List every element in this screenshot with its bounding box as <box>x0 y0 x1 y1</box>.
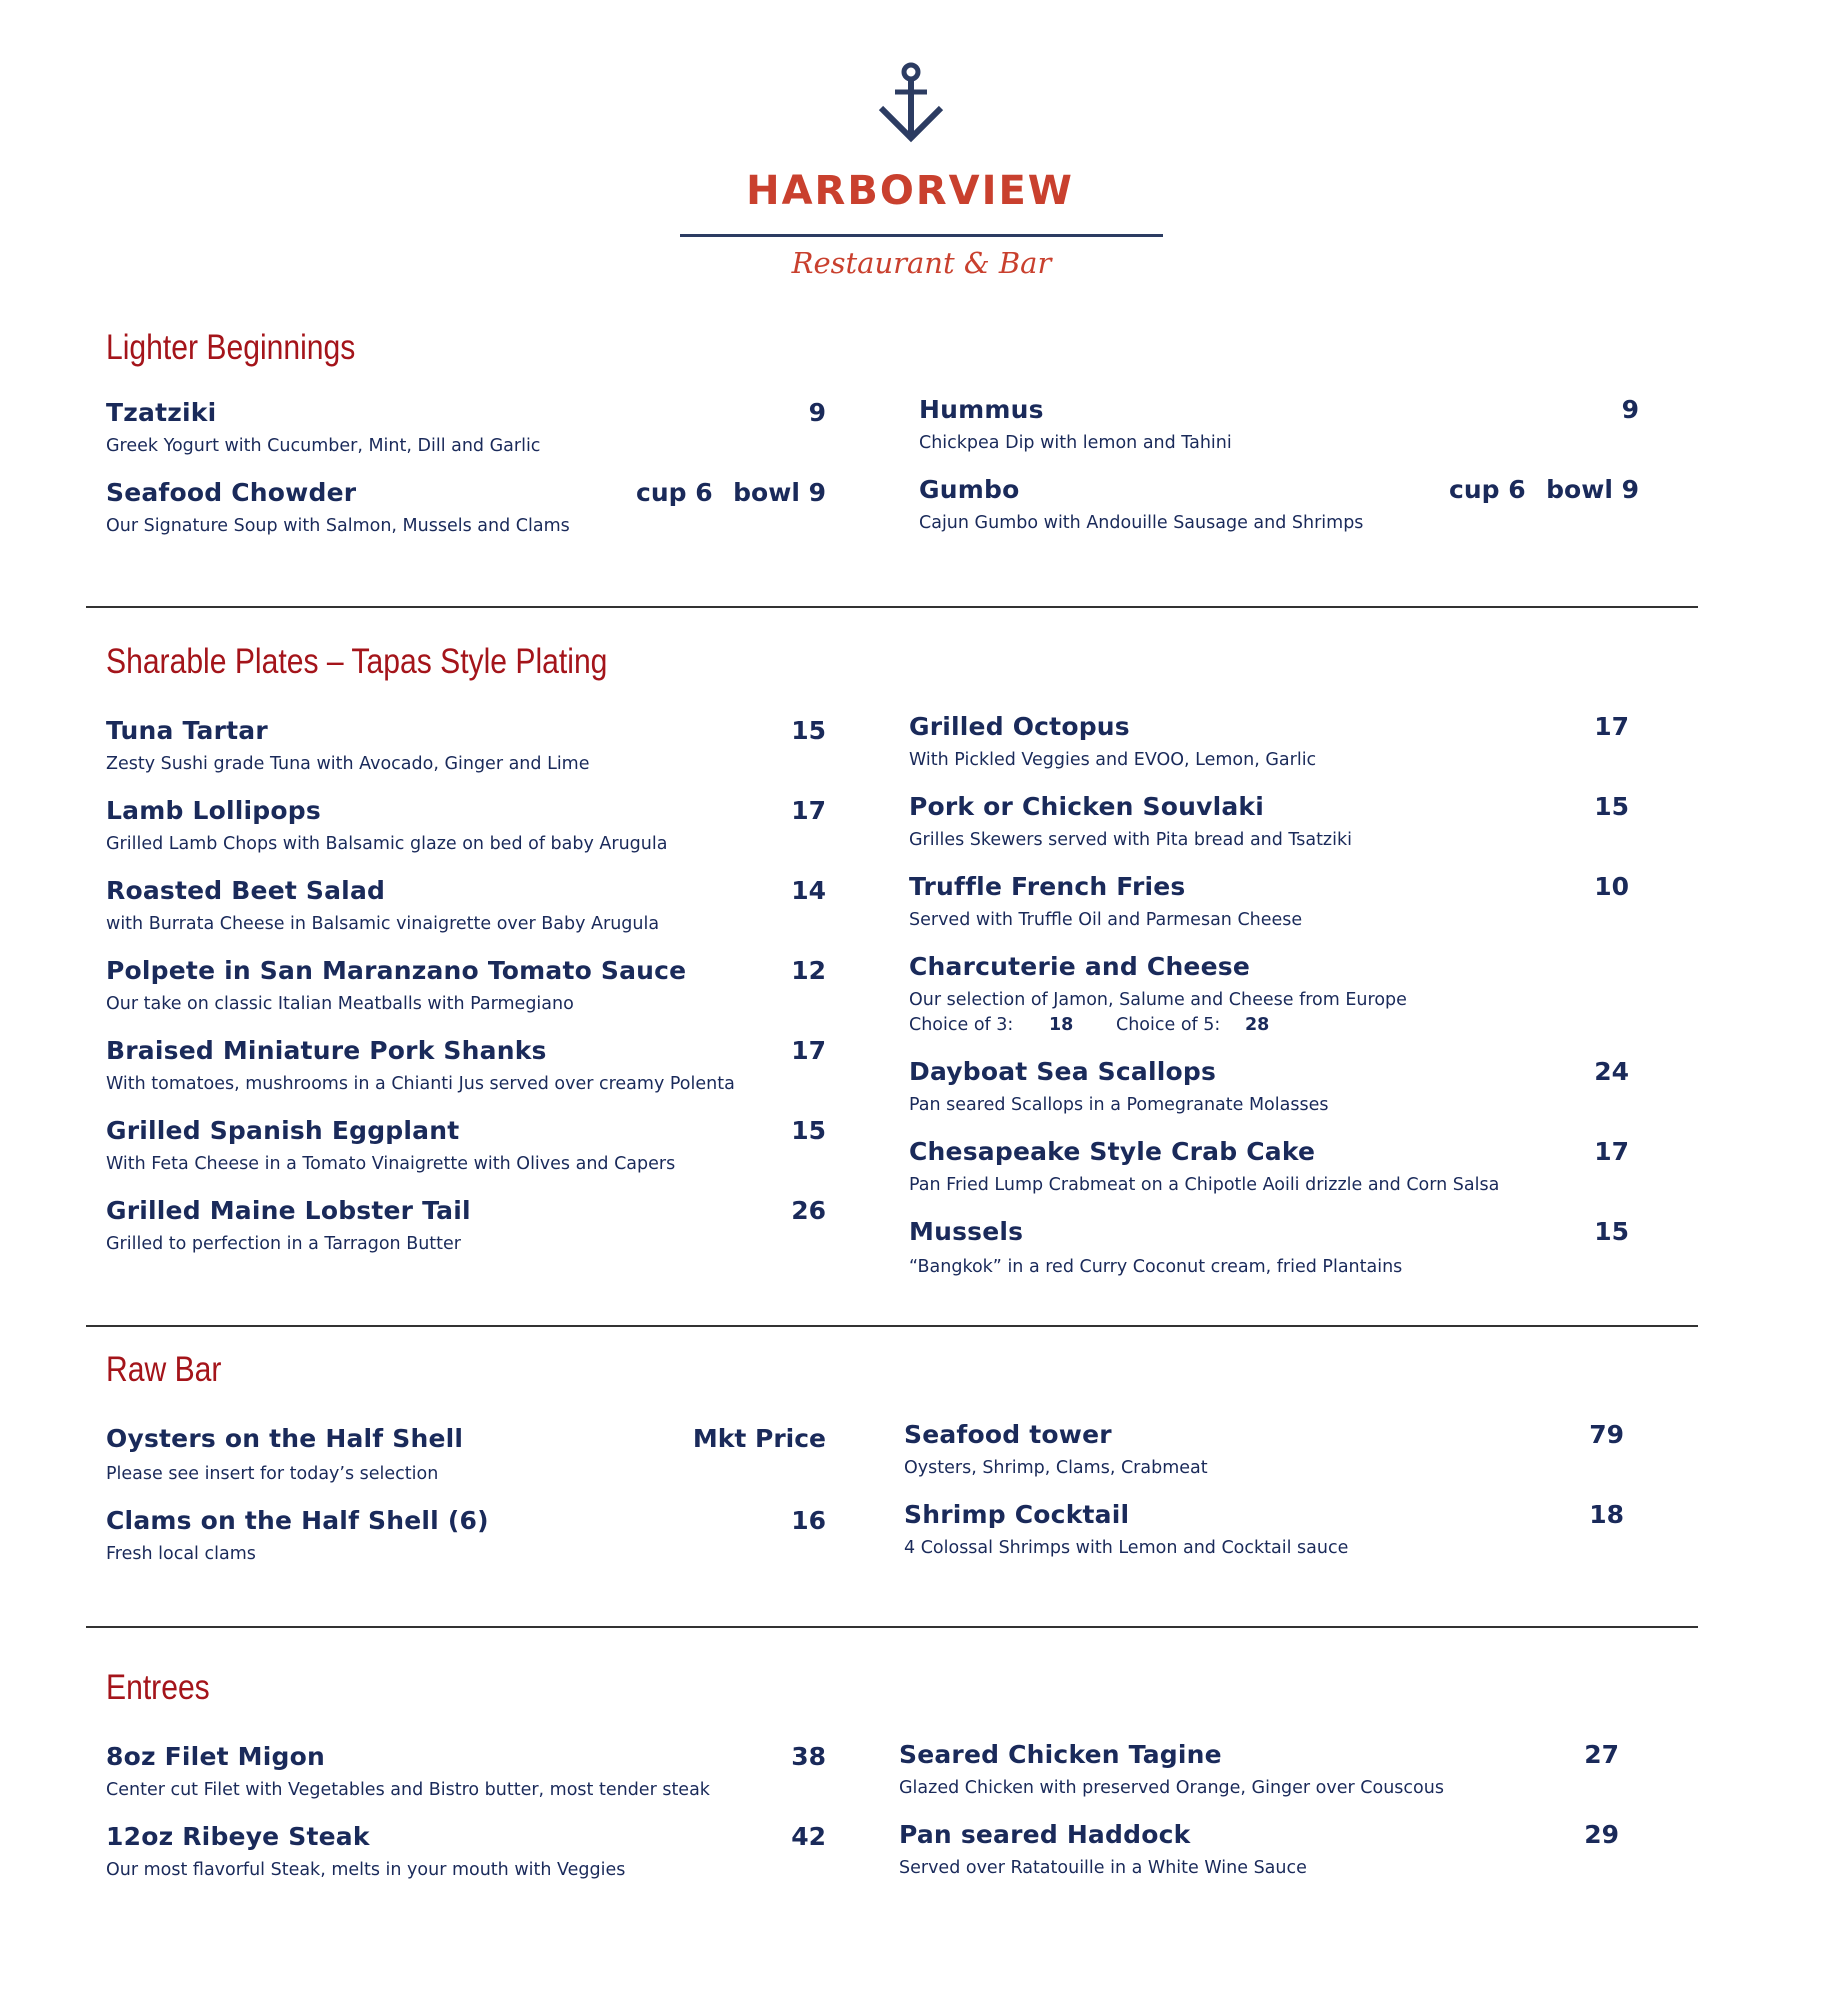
item-price: 27 <box>1584 1740 1619 1769</box>
item-price: 15 <box>791 716 826 745</box>
item-price: 15 <box>791 1116 826 1145</box>
item-price: 15 <box>1594 792 1629 821</box>
section-title-raw-bar: Raw Bar <box>106 1350 222 1389</box>
item-description: Center cut Filet with Vegetables and Bistro butter, most tender steak <box>106 1780 710 1800</box>
item-description: Pan seared Scallops in a Pomegranate Molasses <box>909 1095 1329 1115</box>
item-price-bowl: bowl 9 <box>733 478 826 507</box>
item-description: Grilles Skewers served with Pita bread and Tsatziki <box>909 830 1352 850</box>
choice-3-label: Choice of 3: <box>909 1015 1014 1035</box>
item-price: 12 <box>791 956 826 985</box>
item-description: Please see insert for today’s selection <box>106 1464 439 1484</box>
item-description: 4 Colossal Shrimps with Lemon and Cocktail sauce <box>904 1538 1349 1558</box>
item-name: Clams on the Half Shell (6) <box>106 1506 489 1535</box>
item-name: Polpete in San Maranzano Tomato Sauce <box>106 956 687 985</box>
item-description: Served over Ratatouille in a White Wine Sauce <box>899 1858 1307 1878</box>
item-description: with Burrata Cheese in Balsamic vinaigrette over Baby Arugula <box>106 914 660 934</box>
item-name: Dayboat Sea Scallops <box>909 1057 1217 1086</box>
item-description: Fresh local clams <box>106 1544 256 1564</box>
item-description: Our take on classic Italian Meatballs with Parmegiano <box>106 994 574 1014</box>
section-title-sharable-plates: Sharable Plates – Tapas Style Plating <box>106 642 608 681</box>
item-name: Grilled Spanish Eggplant <box>106 1116 460 1145</box>
item-name: Grilled Octopus <box>909 712 1130 741</box>
item-name: Seafood tower <box>904 1420 1112 1449</box>
item-description: Our most flavorful Steak, melts in your mouth with Veggies <box>106 1860 626 1880</box>
item-description: Cajun Gumbo with Andouille Sausage and Shrimps <box>919 513 1364 533</box>
item-price-cup: cup 6 <box>1449 475 1526 504</box>
item-name: Tzatziki <box>106 398 217 427</box>
section-title-entrees: Entrees <box>106 1668 210 1707</box>
item-description: Greek Yogurt with Cucumber, Mint, Dill and Garlic <box>106 436 541 456</box>
item-description: Our selection of Jamon, Salume and Cheese from Europe <box>909 990 1407 1010</box>
menu-item-charcuterie <box>909 952 1629 1042</box>
item-description: Served with Truffle Oil and Parmesan Cheese <box>909 910 1303 930</box>
item-name: Grilled Maine Lobster Tail <box>106 1196 471 1225</box>
item-name: 8oz Filet Migon <box>106 1742 325 1771</box>
item-price: 17 <box>791 796 826 825</box>
item-price: 17 <box>1594 1137 1629 1166</box>
anchor-icon <box>877 62 945 144</box>
item-price: 17 <box>791 1036 826 1065</box>
item-name: Lamb Lollipops <box>106 796 321 825</box>
item-description: Our Signature Soup with Salmon, Mussels and Clams <box>106 516 570 536</box>
item-price: 26 <box>791 1196 826 1225</box>
item-name: Charcuterie and Cheese <box>909 952 1250 981</box>
brand-tagline: Restaurant & Bar <box>791 246 1052 280</box>
item-price-cup: cup 6 <box>636 478 713 507</box>
item-description: Chickpea Dip with lemon and Tahini <box>919 433 1232 453</box>
section-title-lighter-beginnings: Lighter Beginnings <box>106 328 356 367</box>
section-divider <box>86 1626 1698 1628</box>
item-description: Grilled Lamb Chops with Balsamic glaze on bed of baby Arugula <box>106 834 668 854</box>
item-description: Oysters, Shrimp, Clams, Crabmeat <box>904 1458 1208 1478</box>
section-divider <box>86 1325 1698 1327</box>
choice-5-price: 28 <box>1245 1015 1270 1035</box>
item-price: 14 <box>791 876 826 905</box>
item-price: 9 <box>808 398 826 427</box>
brand-divider <box>680 234 1163 237</box>
item-price: 15 <box>1594 1217 1629 1246</box>
item-price: Mkt Price <box>692 1424 826 1453</box>
item-description: Glazed Chicken with preserved Orange, Ginger over Couscous <box>899 1778 1444 1798</box>
item-price: 38 <box>791 1742 826 1771</box>
item-description: “Bangkok” in a red Curry Coconut cream, fried Plantains <box>909 1257 1403 1277</box>
item-price: 29 <box>1584 1820 1619 1849</box>
item-description: Pan Fried Lump Crabmeat on a Chipotle Aoili drizzle and Corn Salsa <box>909 1175 1500 1195</box>
item-price: 17 <box>1594 712 1629 741</box>
item-name: Mussels <box>909 1217 1024 1246</box>
menu-header <box>0 0 1831 300</box>
item-name: Tuna Tartar <box>106 716 268 745</box>
item-name: Pan seared Haddock <box>899 1820 1191 1849</box>
item-name: Pork or Chicken Souvlaki <box>909 792 1265 821</box>
brand-name: HARBORVIEW <box>746 168 1074 214</box>
item-description: Zesty Sushi grade Tuna with Avocado, Ginger and Lime <box>106 754 590 774</box>
item-name: Seafood Chowder <box>106 478 357 507</box>
choice-5-label: Choice of 5: <box>1116 1015 1221 1035</box>
item-price: 24 <box>1594 1057 1629 1086</box>
item-name: Oysters on the Half Shell <box>106 1424 464 1453</box>
choice-3-price: 18 <box>1049 1015 1074 1035</box>
item-price: 10 <box>1594 872 1629 901</box>
item-price: 9 <box>1621 395 1639 424</box>
item-description: With Feta Cheese in a Tomato Vinaigrette with Olives and Capers <box>106 1154 676 1174</box>
item-name: Roasted Beet Salad <box>106 876 386 905</box>
item-description: With Pickled Veggies and EVOO, Lemon, Garlic <box>909 750 1317 770</box>
item-price: 18 <box>1589 1500 1624 1529</box>
item-description: Grilled to perfection in a Tarragon Butter <box>106 1234 461 1254</box>
section-divider <box>86 606 1698 608</box>
item-name: Braised Miniature Pork Shanks <box>106 1036 547 1065</box>
item-price: 42 <box>791 1822 826 1851</box>
item-name: Gumbo <box>919 475 1020 504</box>
item-price-bowl: bowl 9 <box>1546 475 1639 504</box>
item-name: Shrimp Cocktail <box>904 1500 1130 1529</box>
item-name: 12oz Ribeye Steak <box>106 1822 370 1851</box>
item-name: Hummus <box>919 395 1044 424</box>
item-price: 16 <box>791 1506 826 1535</box>
item-price: 79 <box>1589 1420 1624 1449</box>
item-name: Seared Chicken Tagine <box>899 1740 1222 1769</box>
item-name: Truffle French Fries <box>909 872 1186 901</box>
item-name: Chesapeake Style Crab Cake <box>909 1137 1316 1166</box>
item-description: With tomatoes, mushrooms in a Chianti Jus served over creamy Polenta <box>106 1074 735 1094</box>
